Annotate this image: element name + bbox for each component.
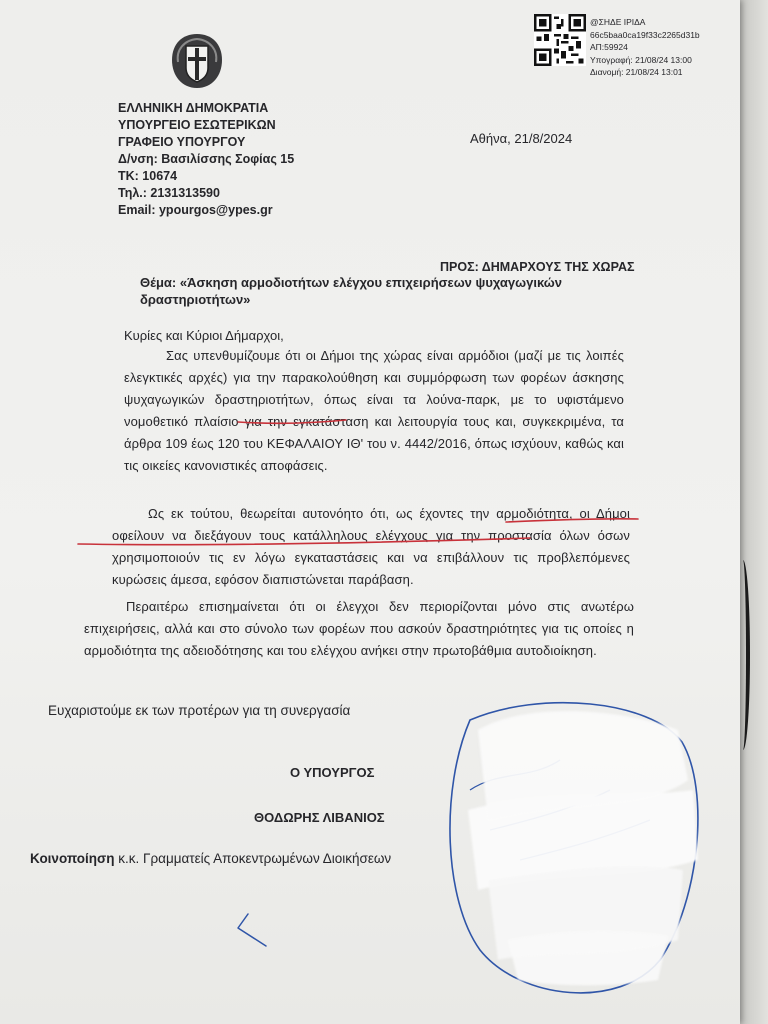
header-email: Email: ypourgos@ypes.gr	[118, 203, 273, 217]
meta-signed: Υπογραφή: 21/08/24 13:00	[590, 54, 692, 65]
salutation: Κυρίες και Κύριοι Δήμαρχοι,	[124, 328, 284, 343]
cc-label: Κοινοποίηση	[30, 851, 115, 866]
header-address: Δ/νση: Βασιλίσσης Σοφίας 15	[118, 152, 295, 166]
cc-recipients: κ.κ. Γραμματείς Αποκεντρωμένων Διοικήσεων	[114, 851, 392, 866]
letterhead	[118, 100, 294, 219]
recipient-line: ΠΡΟΣ: ΔΗΜΑΡΧΟΥΣ ΤΗΣ ΧΩΡΑΣ	[440, 260, 635, 274]
signatory-name: ΘΟΔΩΡΗΣ ΛΙΒΑΝΙΟΣ	[254, 810, 385, 825]
document-date: Αθήνα, 21/8/2024	[470, 131, 573, 146]
paragraph-2: Ως εκ τούτου, θεωρείται αυτονόητο ότι, ως έχοντες την αρμοδιότητα, οι Δήμοι οφείλουν να διεξάγουν τους κατάλληλους ελέγχους για την προστασία όλων όσων χρησιμοποιούν τις εν λόγω εγκαταστάσεις και να επιβάλλουν τις προβλεπόμενες κυρώσεις άμεσα, εφόσον διαπιστώνεται παράβαση.	[112, 506, 630, 587]
background-surface	[740, 0, 768, 1024]
header-office: ΓΡΑΦΕΙΟ ΥΠΟΥΡΓΟΥ	[118, 135, 246, 149]
protocol-metadata	[590, 16, 700, 79]
greek-emblem-icon	[164, 30, 230, 92]
signatory-title: Ο ΥΠΟΥΡΓΟΣ	[290, 765, 375, 780]
subject-line: Θέμα: «Άσκηση αρμοδιοτήτων ελέγχου επιχειρήσεων ψυχαγωγικών δραστηριοτήτων»	[140, 275, 562, 307]
closing-thanks: Ευχαριστούμε εκ των προτέρων για τη συνεργασία	[48, 703, 351, 718]
header-country: ΕΛΛΗΝΙΚΗ ΔΗΜΟΚΡΑΤΙΑ	[118, 101, 269, 115]
paragraph-3: Περαιτέρω επισημαίνεται ότι οι έλεγχοι δεν περιορίζονται μόνο στις ανωτέρω επιχειρήσεις, αλλά και στο σύνολο των φορέων που ασκούν δραστηριότητες για τις οποίες η αρμοδιότητα της αδειοδότησης και του ελέγχου ανήκει στην πρωτοβάθμια αυτοδιοίκηση.	[84, 599, 634, 658]
redacted-signature-stamp	[448, 690, 708, 990]
header-ministry: ΥΠΟΥΡΓΕΙΟ ΕΣΩΤΕΡΙΚΩΝ	[118, 118, 276, 132]
qr-code-icon	[534, 14, 586, 66]
header-phone: Τηλ.: 2131313590	[118, 186, 220, 200]
meta-distributed: Διανομή: 21/08/24 13:01	[590, 67, 683, 77]
paragraph-1: Σας υπενθυμίζουμε ότι οι Δήμοι της χώρας είναι αρμόδιοι (μαζί με τις λοιπές ελεγκτικές αρχές) για την παρακολούθηση και συμμόρφωση των φορέων άσκησης ψυχαγωγικών δραστηριοτήτων, όπως είναι τα λούνα-παρκ, με το υφιστάμενο νομοθετικό πλαίσιο για την εγκατάσταση και λειτουργία τους και, συγκεκριμένα, τα άρθρα 109 έως 120 του ΚΕΦΑΛΑΙΟΥ ΙΘ' του ν. 4442/2016, όπως ισχύουν, καθώς και τις οικείες κανονιστικές αποφάσεις.	[124, 348, 624, 473]
meta-system: @ΣΗΔΕ ΙΡΙΔΑ	[590, 17, 646, 27]
carbon-copy-line	[30, 851, 391, 866]
header-postcode: ΤΚ: 10674	[118, 169, 178, 183]
meta-hash: 66c5baa0ca19f33c2265d31b	[590, 29, 700, 40]
meta-protocol-number: ΑΠ:59924	[590, 42, 628, 52]
